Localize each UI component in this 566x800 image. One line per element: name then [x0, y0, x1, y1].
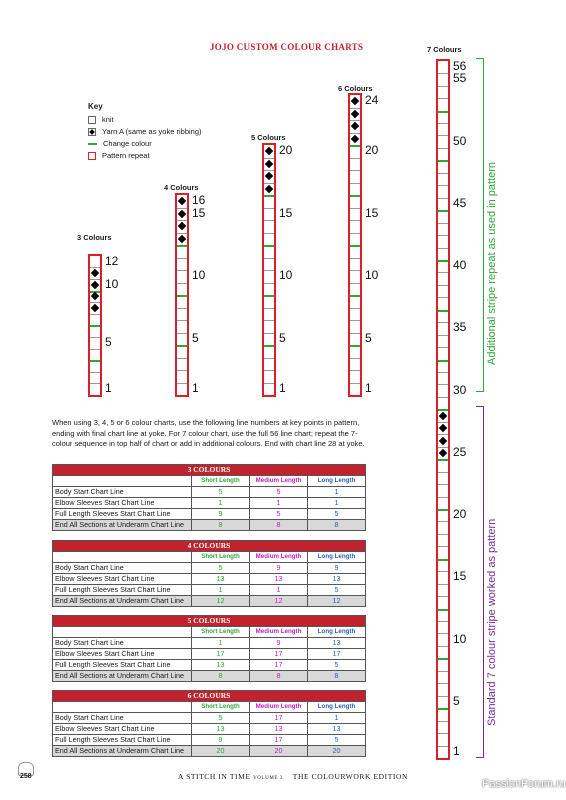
change-colour-line: [350, 145, 360, 147]
row-line: [177, 383, 187, 384]
change-colour-line: [438, 260, 448, 262]
row-line: [350, 270, 360, 271]
row-label: End All Sections at Underarm Chart Line: [53, 596, 192, 607]
row-line: [438, 521, 448, 522]
row-line: [264, 158, 274, 159]
change-colour-line: [177, 295, 187, 297]
row-line: [350, 233, 360, 234]
row-line: [438, 135, 448, 136]
row-line: [438, 185, 448, 186]
row-line: [350, 220, 360, 221]
row-number: 10: [105, 276, 119, 291]
chart-line-value: 5: [308, 585, 366, 596]
chart-line-value: 13: [308, 574, 366, 585]
lower-bracket: [476, 406, 484, 758]
row-line: [90, 372, 100, 373]
change-colour-line: [350, 245, 360, 247]
table-row: [53, 498, 366, 509]
chart-line-value: 8: [308, 671, 366, 682]
row-number: 15: [365, 205, 379, 220]
row-line: [438, 335, 448, 336]
page-title: JOJO CUSTOM COLOUR CHARTS: [210, 42, 364, 52]
chart-line-value: 17: [192, 649, 250, 660]
row-number: 5: [192, 330, 199, 345]
row-line: [438, 123, 448, 124]
table-corner: [53, 627, 192, 638]
chart-line-value: 13: [192, 660, 250, 671]
table-row: [53, 746, 366, 757]
row-label: Body Start Chart Line: [53, 487, 192, 498]
row-line: [177, 320, 187, 321]
column-header: Long Length: [308, 552, 366, 563]
row-line: [177, 333, 187, 334]
row-line: [350, 283, 360, 284]
chart-line-value: 5: [192, 487, 250, 498]
change-colour-line: [438, 658, 448, 660]
chart-line-value: 17: [250, 713, 308, 724]
chart-label: 6 Colours: [338, 84, 373, 93]
row-line: [438, 397, 448, 398]
chart-line-value: 20: [308, 746, 366, 757]
chart-line-value: 9: [192, 509, 250, 520]
key-item-yarn-a: Yarn A (same as yoke ribbing): [88, 127, 228, 136]
chart-line-value: 8: [250, 520, 308, 531]
row-label: Elbow Sleeves Start Chart Line: [53, 724, 192, 735]
row-line: [438, 73, 448, 74]
row-line: [438, 621, 448, 622]
chart-line-value: 5: [250, 509, 308, 520]
row-label: Elbow Sleeves Start Chart Line: [53, 649, 192, 660]
table-title: 5 COLOURS: [53, 616, 366, 627]
row-label: Body Start Chart Line: [53, 638, 192, 649]
row-line: [438, 584, 448, 585]
chart-line-table: [52, 464, 366, 531]
row-line: [264, 320, 274, 321]
chart-line-value: 5: [308, 660, 366, 671]
chart-column: [262, 143, 276, 397]
chart-line-value: 9: [250, 563, 308, 574]
row-line: [177, 270, 187, 271]
change-colour-line: [350, 345, 360, 347]
row-line: [177, 370, 187, 371]
change-colour-line: [438, 609, 448, 611]
row-label: End All Sections at Underarm Chart Line: [53, 520, 192, 531]
row-line: [264, 370, 274, 371]
row-line: [438, 497, 448, 498]
change-colour-line: [438, 310, 448, 312]
green-line-icon: [88, 143, 97, 145]
chart-line-value: 1: [250, 585, 308, 596]
row-label: Body Start Chart Line: [53, 563, 192, 574]
key-item-change-colour: Change colour: [88, 139, 228, 148]
table-row: [53, 574, 366, 585]
change-colour-line: [177, 345, 187, 347]
chart-line-value: 12: [250, 596, 308, 607]
chart-line-value: 12: [192, 596, 250, 607]
row-line: [264, 283, 274, 284]
table-row: [53, 649, 366, 660]
row-line: [177, 358, 187, 359]
row-line: [438, 733, 448, 734]
change-colour-line: [438, 559, 448, 561]
table-row: [53, 735, 366, 746]
key-item-knit: knit: [88, 115, 228, 124]
chart-line-value: 1: [192, 585, 250, 596]
row-line: [350, 170, 360, 171]
chart-line-value: 9: [250, 638, 308, 649]
table-row: [53, 713, 366, 724]
change-colour-line: [264, 245, 274, 247]
row-line: [438, 98, 448, 99]
row-label: Full Length Sleeves Start Chart Line: [53, 585, 192, 596]
column-header: Short Length: [192, 627, 250, 638]
row-line: [438, 272, 448, 273]
row-line: [438, 571, 448, 572]
row-line: [264, 208, 274, 209]
row-line: [438, 223, 448, 224]
row-line: [438, 384, 448, 385]
row-number: 1: [105, 381, 112, 396]
row-number: 1: [279, 380, 286, 395]
table-row: [53, 724, 366, 735]
chart-line-value: 5: [308, 735, 366, 746]
row-line: [438, 372, 448, 373]
upper-side-label: Additional stripe repeat as used in pattern: [486, 161, 498, 365]
table-row: [53, 509, 366, 520]
row-line: [438, 285, 448, 286]
row-line: [177, 233, 187, 234]
row-line: [438, 447, 448, 448]
key-item-pattern-repeat: Pattern repeat: [88, 151, 228, 160]
chart-line-value: 8: [308, 520, 366, 531]
row-number: 10: [279, 268, 293, 283]
chart-line-value: 1: [308, 713, 366, 724]
row-line: [264, 183, 274, 184]
row-line: [350, 258, 360, 259]
chart-line-table: [52, 615, 366, 682]
row-line: [438, 746, 448, 747]
chart-line-value: 5: [192, 563, 250, 574]
column-header: Long Length: [308, 476, 366, 487]
chart-line-value: 8: [192, 671, 250, 682]
table-row: [53, 660, 366, 671]
row-line: [350, 108, 360, 109]
chart-label: 5 Colours: [251, 133, 286, 142]
change-colour-line: [438, 509, 448, 511]
chart-line-value: 13: [308, 724, 366, 735]
row-number: 10: [192, 268, 206, 283]
row-label: End All Sections at Underarm Chart Line: [53, 746, 192, 757]
change-colour-line: [350, 195, 360, 197]
upper-bracket: [476, 58, 484, 392]
row-line: [350, 358, 360, 359]
row-number: 1: [453, 743, 460, 758]
row-line: [438, 422, 448, 423]
row-line: [350, 320, 360, 321]
chart-line-value: 13: [192, 574, 250, 585]
row-line: [350, 333, 360, 334]
row-line: [264, 233, 274, 234]
table-corner: [53, 476, 192, 487]
red-square-icon: [88, 152, 96, 160]
row-number: 1: [365, 380, 372, 395]
row-number: 15: [279, 205, 293, 220]
row-line: [438, 148, 448, 149]
row-number: 5: [105, 334, 112, 349]
chart-line-table: [52, 540, 366, 607]
row-line: [438, 683, 448, 684]
chart-line-value: 9: [192, 735, 250, 746]
row-line: [177, 258, 187, 259]
row-number: 10: [365, 268, 379, 283]
chart-line-value: 17: [250, 660, 308, 671]
table-title: 4 COLOURS: [53, 541, 366, 552]
row-line: [350, 133, 360, 134]
row-line: [438, 248, 448, 249]
chart-line-value: 20: [250, 746, 308, 757]
row-line: [90, 314, 100, 315]
row-line: [350, 383, 360, 384]
chart-line-value: 17: [308, 649, 366, 660]
chart-line-value: 1: [308, 498, 366, 509]
column-header: Medium Length: [250, 702, 308, 713]
change-colour-line: [177, 245, 187, 247]
row-line: [264, 358, 274, 359]
column-header: Short Length: [192, 702, 250, 713]
row-number: 35: [453, 320, 467, 335]
row-number: 16: [192, 193, 206, 208]
row-label: End All Sections at Underarm Chart Line: [53, 671, 192, 682]
row-line: [438, 235, 448, 236]
row-number: 25: [453, 444, 467, 459]
row-number: 55: [453, 71, 467, 86]
row-line: [438, 322, 448, 323]
row-number: 20: [365, 143, 379, 158]
row-line: [177, 283, 187, 284]
chart-line-value: 17: [250, 649, 308, 660]
chart-line-value: 8: [192, 520, 250, 531]
change-colour-line: [90, 360, 100, 362]
row-line: [350, 183, 360, 184]
table-row: [53, 671, 366, 682]
chart-line-value: 1: [192, 498, 250, 509]
row-line: [264, 383, 274, 384]
row-number: 12: [105, 253, 119, 268]
chart-label: 4 Colours: [164, 183, 199, 192]
chart-line-value: 1: [192, 638, 250, 649]
row-number: 40: [453, 258, 467, 273]
change-colour-line: [264, 195, 274, 197]
row-label: Elbow Sleeves Start Chart Line: [53, 574, 192, 585]
row-number: 20: [453, 507, 467, 522]
key: [88, 102, 228, 160]
chart-line-value: 13: [250, 724, 308, 735]
row-line: [438, 173, 448, 174]
row-number: 20: [279, 143, 293, 158]
change-colour-line: [438, 111, 448, 113]
row-line: [438, 472, 448, 473]
watermark: PassionForum.ru: [482, 778, 566, 790]
chart-line-value: 5: [192, 713, 250, 724]
chart-line-value: 8: [250, 671, 308, 682]
lower-side-label: Standard 7 colour stripe worked as pattern: [486, 518, 498, 726]
row-line: [438, 434, 448, 435]
row-number: 50: [453, 133, 467, 148]
table-row: [53, 596, 366, 607]
column-header: Short Length: [192, 552, 250, 563]
row-line: [438, 297, 448, 298]
change-colour-line: [438, 160, 448, 162]
row-number: 56: [453, 59, 467, 74]
change-colour-line: [438, 459, 448, 461]
row-line: [438, 646, 448, 647]
row-line: [177, 308, 187, 309]
column-header: Medium Length: [250, 627, 308, 638]
row-line: [350, 370, 360, 371]
row-line: [90, 337, 100, 338]
chart-label: 3 Colours: [77, 233, 112, 242]
table-row: [53, 638, 366, 649]
row-line: [438, 633, 448, 634]
row-line: [350, 308, 360, 309]
row-line: [438, 347, 448, 348]
change-colour-line: [264, 295, 274, 297]
row-line: [438, 546, 448, 547]
row-label: Full Length Sleeves Start Chart Line: [53, 660, 192, 671]
column-header: Long Length: [308, 627, 366, 638]
change-colour-line: [438, 360, 448, 362]
change-colour-line: [438, 708, 448, 710]
chart-line-value: 5: [250, 487, 308, 498]
table-row: [53, 520, 366, 531]
footer-title: A STITCH IN TIME VOLUME 3 THE COLOURWORK EDITION: [178, 772, 409, 781]
chart-line-value: 20: [192, 746, 250, 757]
chart-line-table: [52, 690, 366, 757]
row-line: [177, 208, 187, 209]
chart-line-value: 13: [192, 724, 250, 735]
row-line: [264, 220, 274, 221]
column-header: Medium Length: [250, 552, 308, 563]
diamond-swatch-icon: [88, 128, 96, 136]
row-line: [438, 721, 448, 722]
row-number: 24: [365, 93, 379, 108]
row-line: [264, 258, 274, 259]
table-row: [53, 585, 366, 596]
instructions-text: When using 3, 4, 5 or 6 colour charts, use the following line numbers at key points in pattern, ending with final chart line at yoke. For 7 colour chart, use the full 56 line chart; repeat the 7-colour sequence in top half of chart or add in additional colours. End with chart line 28 at yoke.: [52, 418, 365, 448]
row-line: [438, 484, 448, 485]
row-line: [350, 158, 360, 159]
change-colour-line: [350, 295, 360, 297]
chart-column: [436, 59, 450, 760]
table-row: [53, 487, 366, 498]
row-line: [438, 596, 448, 597]
row-number: 15: [192, 205, 206, 220]
chart-line-value: 1: [250, 498, 308, 509]
chart-line-value: 12: [308, 596, 366, 607]
key-title: Key: [88, 102, 103, 111]
row-label: Elbow Sleeves Start Chart Line: [53, 498, 192, 509]
row-line: [438, 86, 448, 87]
column-header: Medium Length: [250, 476, 308, 487]
chart-line-value: 17: [250, 735, 308, 746]
table-corner: [53, 552, 192, 563]
chart-line-value: 13: [308, 638, 366, 649]
row-line: [90, 349, 100, 350]
chart-line-value: 9: [308, 563, 366, 574]
change-colour-line: [438, 210, 448, 212]
row-line: [438, 198, 448, 199]
row-line: [438, 534, 448, 535]
row-number: 30: [453, 382, 467, 397]
row-number: 5: [365, 330, 372, 345]
table-title: 3 COLOURS: [53, 465, 366, 476]
chart-line-value: 1: [308, 487, 366, 498]
row-line: [264, 333, 274, 334]
row-number: 5: [279, 330, 286, 345]
change-colour-line: [264, 345, 274, 347]
row-number: 1: [192, 380, 199, 395]
chart-line-value: 13: [250, 574, 308, 585]
page-number: 258: [20, 773, 32, 780]
row-number: 10: [453, 631, 467, 646]
table-row: [53, 563, 366, 574]
table-corner: [53, 702, 192, 713]
row-line: [264, 270, 274, 271]
row-number: 45: [453, 195, 467, 210]
row-line: [438, 671, 448, 672]
row-line: [438, 696, 448, 697]
chart-label: 7 Colours: [427, 45, 462, 54]
row-number: 5: [453, 693, 460, 708]
chart-line-value: 5: [308, 509, 366, 520]
row-line: [350, 208, 360, 209]
change-colour-line: [90, 325, 100, 327]
row-label: Full Length Sleeves Start Chart Line: [53, 735, 192, 746]
table-title: 6 COLOURS: [53, 691, 366, 702]
column-header: Long Length: [308, 702, 366, 713]
row-line: [264, 308, 274, 309]
column-header: Short Length: [192, 476, 250, 487]
row-line: [90, 383, 100, 384]
row-label: Body Start Chart Line: [53, 713, 192, 724]
row-label: Full Length Sleeves Start Chart Line: [53, 509, 192, 520]
knit-swatch-icon: [88, 116, 96, 124]
row-number: 15: [453, 569, 467, 584]
